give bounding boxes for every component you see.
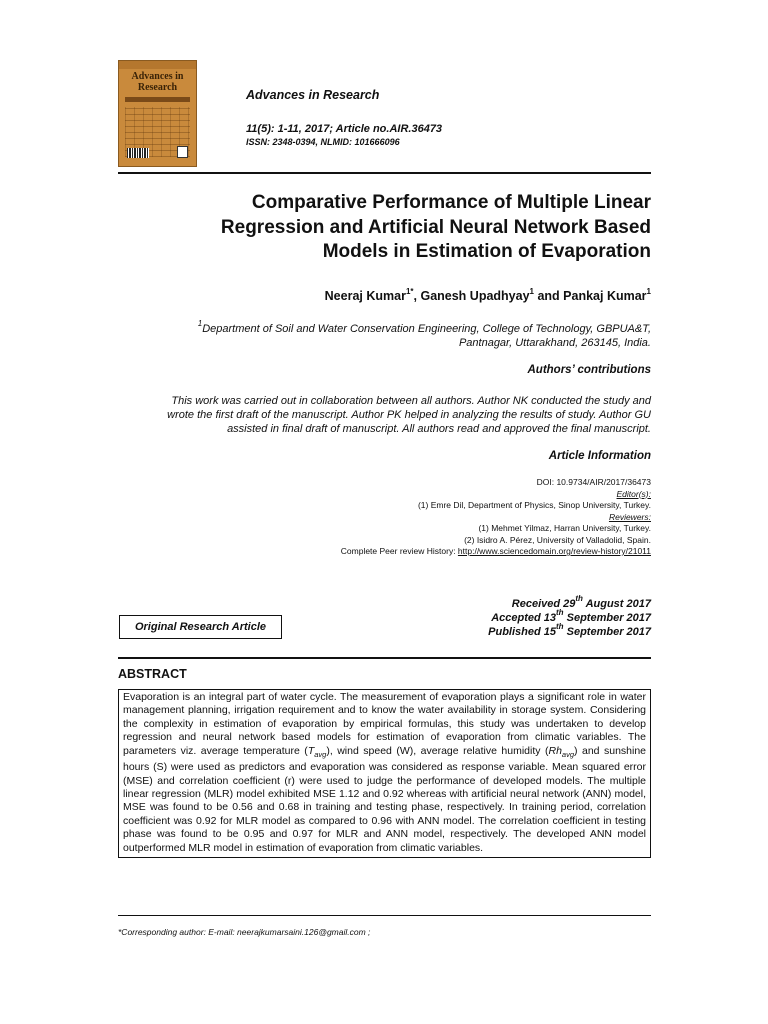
abstract-divider [118, 657, 651, 659]
affiliation-line1: Department of Soil and Water Conservation Engineering, College of Technology, GBPUA&T, [202, 323, 651, 335]
cover-title [122, 71, 193, 93]
author-separator: , [413, 289, 421, 303]
author-affiliation-sup: 1 [529, 287, 534, 296]
doi: DOI: 10.9734/AIR/2017/36473 [536, 477, 651, 487]
article-title-line1: Comparative Performance of Multiple Linear [251, 192, 651, 213]
journal-cover-image [118, 60, 197, 167]
abstract-heading: ABSTRACT [118, 667, 187, 681]
accepted-date: Accepted 13th September 2017 [491, 608, 651, 624]
cover-logo [177, 146, 188, 158]
peer-review-label: Complete Peer review History: [340, 546, 458, 556]
journal-name: Advances in Research [246, 88, 380, 102]
abstract-text: ) and sunshine hours (S) were used as predictors and evaporation was considered as response variable. Mean squared error (MSE) and correlation coefficient (r) were used to judge the performance of developed models. The multiple linear regression (MLR) model exhibited MSE 1.12 and 0.92 whereas with artificial neural network (ANN) model, MSE was found to be 0.56 and 0.68 in training and testing phase, respectively. In training period, correlation coefficient was 0.92 for MLR model as compared to 0.96 with ANN model. The correlation coefficient in testing phase was found to be 0.95 and 0.97 for MLR and ANN model, respectively. The developed ANN model outperformed MLR model in estimation of evaporation from climatic variables. [123, 744, 647, 854]
cover-header-strip [119, 61, 196, 69]
author-affiliation [140, 319, 651, 350]
article-dates [400, 594, 651, 639]
article-title-line3: Models in Estimation of Evaporation [322, 241, 651, 262]
article-title [140, 191, 651, 265]
cover-band [125, 97, 190, 102]
article-info-heading: Article Information [548, 450, 651, 462]
rhavg-symbol: $Rh_{avg}$ [548, 744, 575, 759]
cover-barcode [127, 148, 149, 158]
peer-review-history-link[interactable]: http://www.sciencedomain.org/review-history/21011 [457, 546, 651, 556]
abstract-body [118, 689, 651, 858]
article-info-block [260, 477, 651, 558]
journal-issn: ISSN: 2348-0394, NLMID: 101666096 [246, 137, 400, 147]
author-affiliation-sup: 1 [646, 287, 651, 296]
cover-title-line1: Advances in [131, 71, 184, 82]
contributions-line2: wrote the first draft of the manuscript. Author PK helped in analyzing the results of study. Author GU [167, 409, 651, 421]
footnote-divider [118, 915, 651, 916]
abstract-text: Evaporation is an integral part of water cycle. The measurement of evaporation plays a significant role in water management planning, irrigation requirement and to know the water availability in storage system. Considering the complexity in estimation of evaporation by empirical formulas, this study was undertaken to develop regression and neural network based models for estimation of evaporation from climatic variables. The parameters viz. average temperature ( [123, 691, 646, 757]
affiliation-line2: Pantnagar, Uttarakhand, 263145, India. [458, 337, 651, 349]
author-separator: and [534, 289, 564, 303]
contributions-line3: assisted in final draft of manuscript. All authors read and approved the final manuscript. [227, 423, 651, 435]
contributions-line1: This work was carried out in collaboration between all authors. Author NK conducted the study and [171, 395, 651, 407]
reviewer-entry: (1) Mehmet Yilmaz, Harran University, Turkey. [478, 523, 651, 533]
contributions-text [118, 394, 651, 436]
corresponding-author-note: *Corresponding author: E-mail: neerajkumarsaini.126@gmail.com ; [118, 927, 371, 937]
header-divider [118, 172, 651, 174]
tavg-symbol: $T_{avg}$ [307, 744, 327, 759]
reviewers-label: Reviewers: [608, 511, 651, 522]
article-type-badge: Original Research Article [119, 615, 282, 639]
article-title-line2: Regression and Artificial Neural Network Based [220, 216, 651, 238]
affiliation-sup: 1 [197, 319, 203, 328]
abstract-text: ), wind speed (W), average relative humidity ( [326, 744, 549, 757]
author-affiliation-sup: 1* [405, 287, 414, 296]
author-list [200, 289, 651, 303]
received-date: Received 29th August 2017 [511, 594, 651, 610]
journal-volume: 11(5): 1-11, 2017; Article no.AIR.36473 [246, 123, 443, 135]
cover-title-line2: Research [137, 82, 178, 93]
author-name: Pankaj Kumar [563, 289, 647, 303]
author-name: Ganesh Upadhyay [420, 289, 530, 303]
reviewer-entry: (2) Isidro A. Pérez, University of Valladolid, Spain. [464, 534, 651, 545]
author-name: Neeraj Kumar [324, 289, 406, 303]
contributions-heading: Authors’ contributions [527, 364, 651, 376]
editor-entry: (1) Emre Dil, Department of Physics, Sinop University, Turkey. [417, 500, 651, 510]
published-date: Published 15th September 2017 [488, 622, 651, 638]
editors-label: Editor(s): [616, 488, 651, 499]
